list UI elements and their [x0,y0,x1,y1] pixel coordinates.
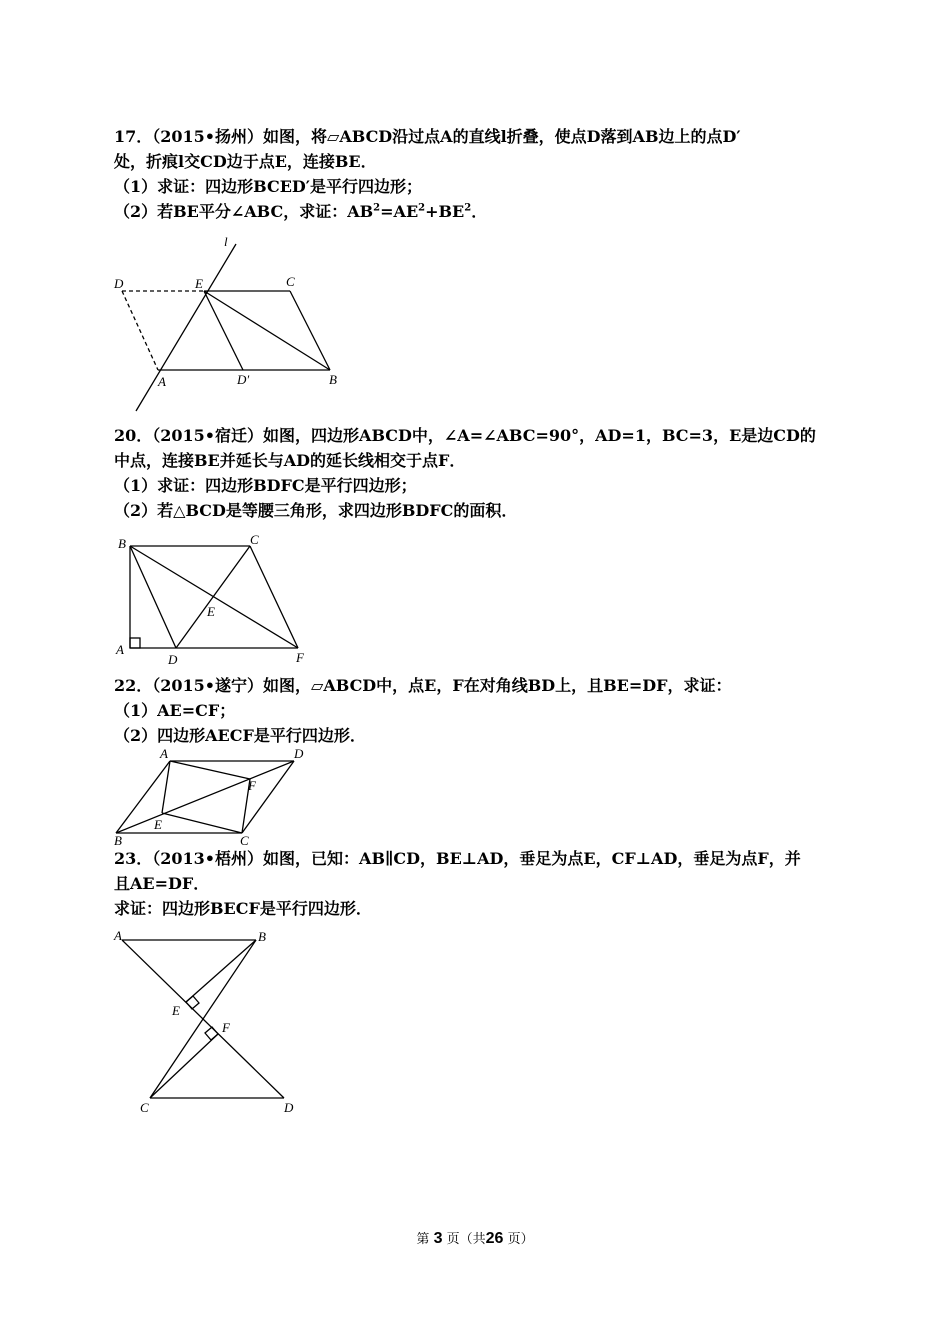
label-D-prime: D′ [237,372,250,387]
p23-line3: 求证：四边形BECF是平行四边形． [114,899,372,918]
p22-line3: （2）四边形AECF是平行四边形． [114,726,366,745]
label-D: D [168,652,178,667]
label-l: l [224,234,228,249]
p23-line1: 23．（2013•梧州）如图，已知：AB∥CD，BE⊥AD，垂足为点E，CF⊥AD，垂足为点F，并 [114,849,801,868]
label-A: A [114,928,122,943]
label-B: B [258,929,266,944]
p17-line4: （2）若BE平分∠ABC，求证：$AB^2=AE^2+BE^2$． [114,202,488,221]
label-B: B [118,536,126,551]
p17-line1: 17．（2015•扬州）如图，将▱ABCD沿过点A的直线l折叠，使点D落到AB边上的点D′ [114,127,741,146]
label-C: C [140,1100,149,1115]
p22-line2: （1）AE=CF； [114,701,236,720]
p20-line1: 20．（2015•宿迁）如图，四边形ABCD中，∠A=∠ABC=90°，AD=1，BC=3，E是边CD的 [114,426,816,445]
figure-23 [110,922,320,1118]
label-D: D [294,746,304,761]
p20-line4: （2）若△BCD是等腰三角形，求四边形BDFC的面积． [114,501,518,520]
label-C: C [286,274,295,289]
label-F: F [248,778,256,793]
label-E: E [195,276,203,291]
label-A: A [116,642,124,657]
figure-22 [110,745,320,849]
label-A: A [158,374,166,389]
label-F: F [296,650,304,665]
p20-line3: （1）求证：四边形BDFC是平行四边形； [114,476,417,495]
label-B: B [329,372,337,387]
label-A: A [160,746,168,761]
page-footer: 第 3 页（共26 页） [416,1230,534,1247]
label-E: E [154,817,162,832]
p23-line2: 且AE=DF． [114,874,210,893]
figure-17 [100,228,360,418]
p17-line2: 处，折痕l交CD边于点E，连接BE． [114,152,377,171]
label-E: E [207,604,215,619]
label-D: D [114,276,124,291]
label-D: D [284,1100,294,1115]
label-F: F [222,1020,230,1035]
label-E: E [172,1003,180,1018]
p22-line1: 22．（2015•遂宁）如图，▱ABCD中，点E，F在对角线BD上，且BE=DF，求证： [114,676,732,695]
figure-20 [110,530,330,670]
p20-line2: 中点，连接BE并延长与AD的延长线相交于点F． [114,451,466,470]
p17-line3: （1）求证：四边形BCED′是平行四边形； [114,177,422,196]
label-C: C [240,833,249,848]
label-B: B [114,833,122,848]
label-C: C [250,532,259,547]
